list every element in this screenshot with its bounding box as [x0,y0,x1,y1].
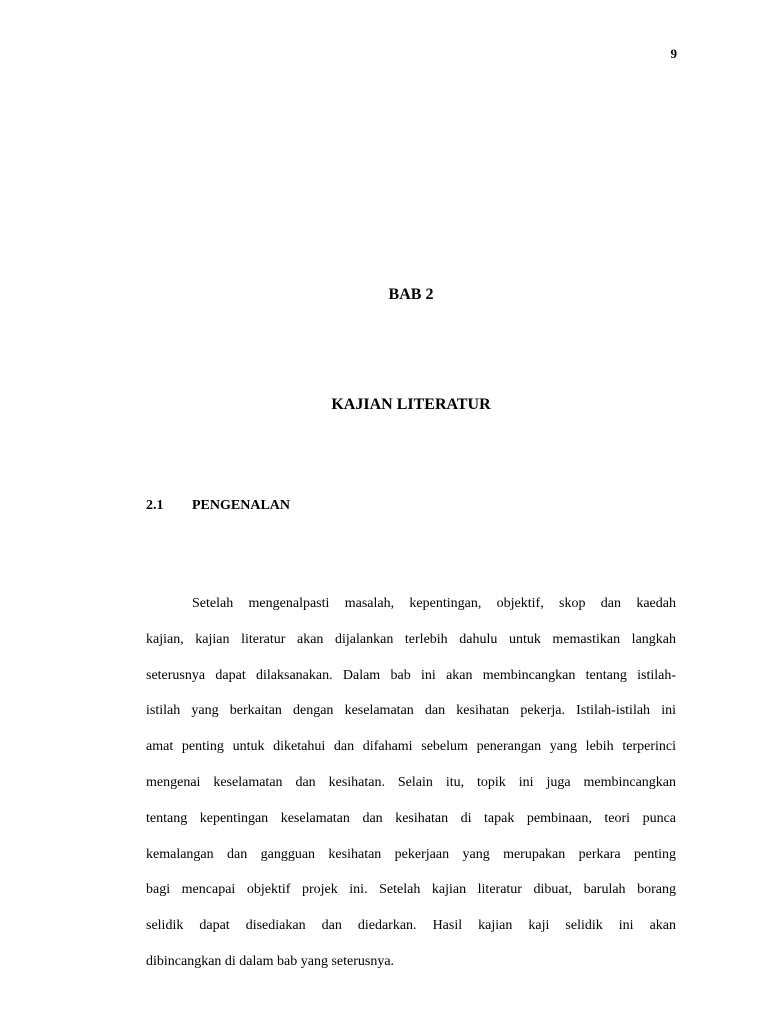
paragraph-line: selidik dapat disediakan dan diedarkan. Hasil kajian kaji selidik ini akan [146,918,676,934]
section-number: 2.1 [146,498,164,513]
paragraph-line: Setelah mengenalpasti masalah, kepentingan, objektif, skop dan kaedah [192,596,676,611]
paragraph-line: bagi mencapai objektif projek ini. Setelah kajian literatur dibuat, barulah borang [146,882,676,898]
section-title: PENGENALAN [192,498,291,513]
paragraph-line: mengenai keselamatan dan kesihatan. Selain itu, topik ini juga membincangkan [146,774,676,790]
paragraph-line: istilah yang berkaitan dengan keselamatan dan kesihatan pekerja. Istilah-istilah ini [146,703,676,719]
section-heading [146,498,290,514]
chapter-title: KAJIAN LITERATUR [331,396,491,413]
paragraph-line: tentang kepentingan keselamatan dan kesihatan di tapak pembinaan, teori punca [146,810,676,826]
paragraph-line: kemalangan dan gangguan kesihatan pekerjaan yang merupakan perkara penting [146,846,676,862]
body-paragraph [146,586,676,980]
paragraph-line: dibincangkan di dalam bab yang seterusnya. [146,953,395,969]
chapter-number: BAB 2 [388,286,434,303]
paragraph-line: amat penting untuk diketahui dan difahami sebelum penerangan yang lebih terperinci [146,739,676,755]
paragraph-line: seterusnya dapat dilaksanakan. Dalam bab ini akan membincangkan tentang istilah- [146,667,676,683]
page-number: 9 [670,46,677,61]
paragraph-line: kajian, kajian literatur akan dijalankan terlebih dahulu untuk memastikan langkah [146,631,676,647]
